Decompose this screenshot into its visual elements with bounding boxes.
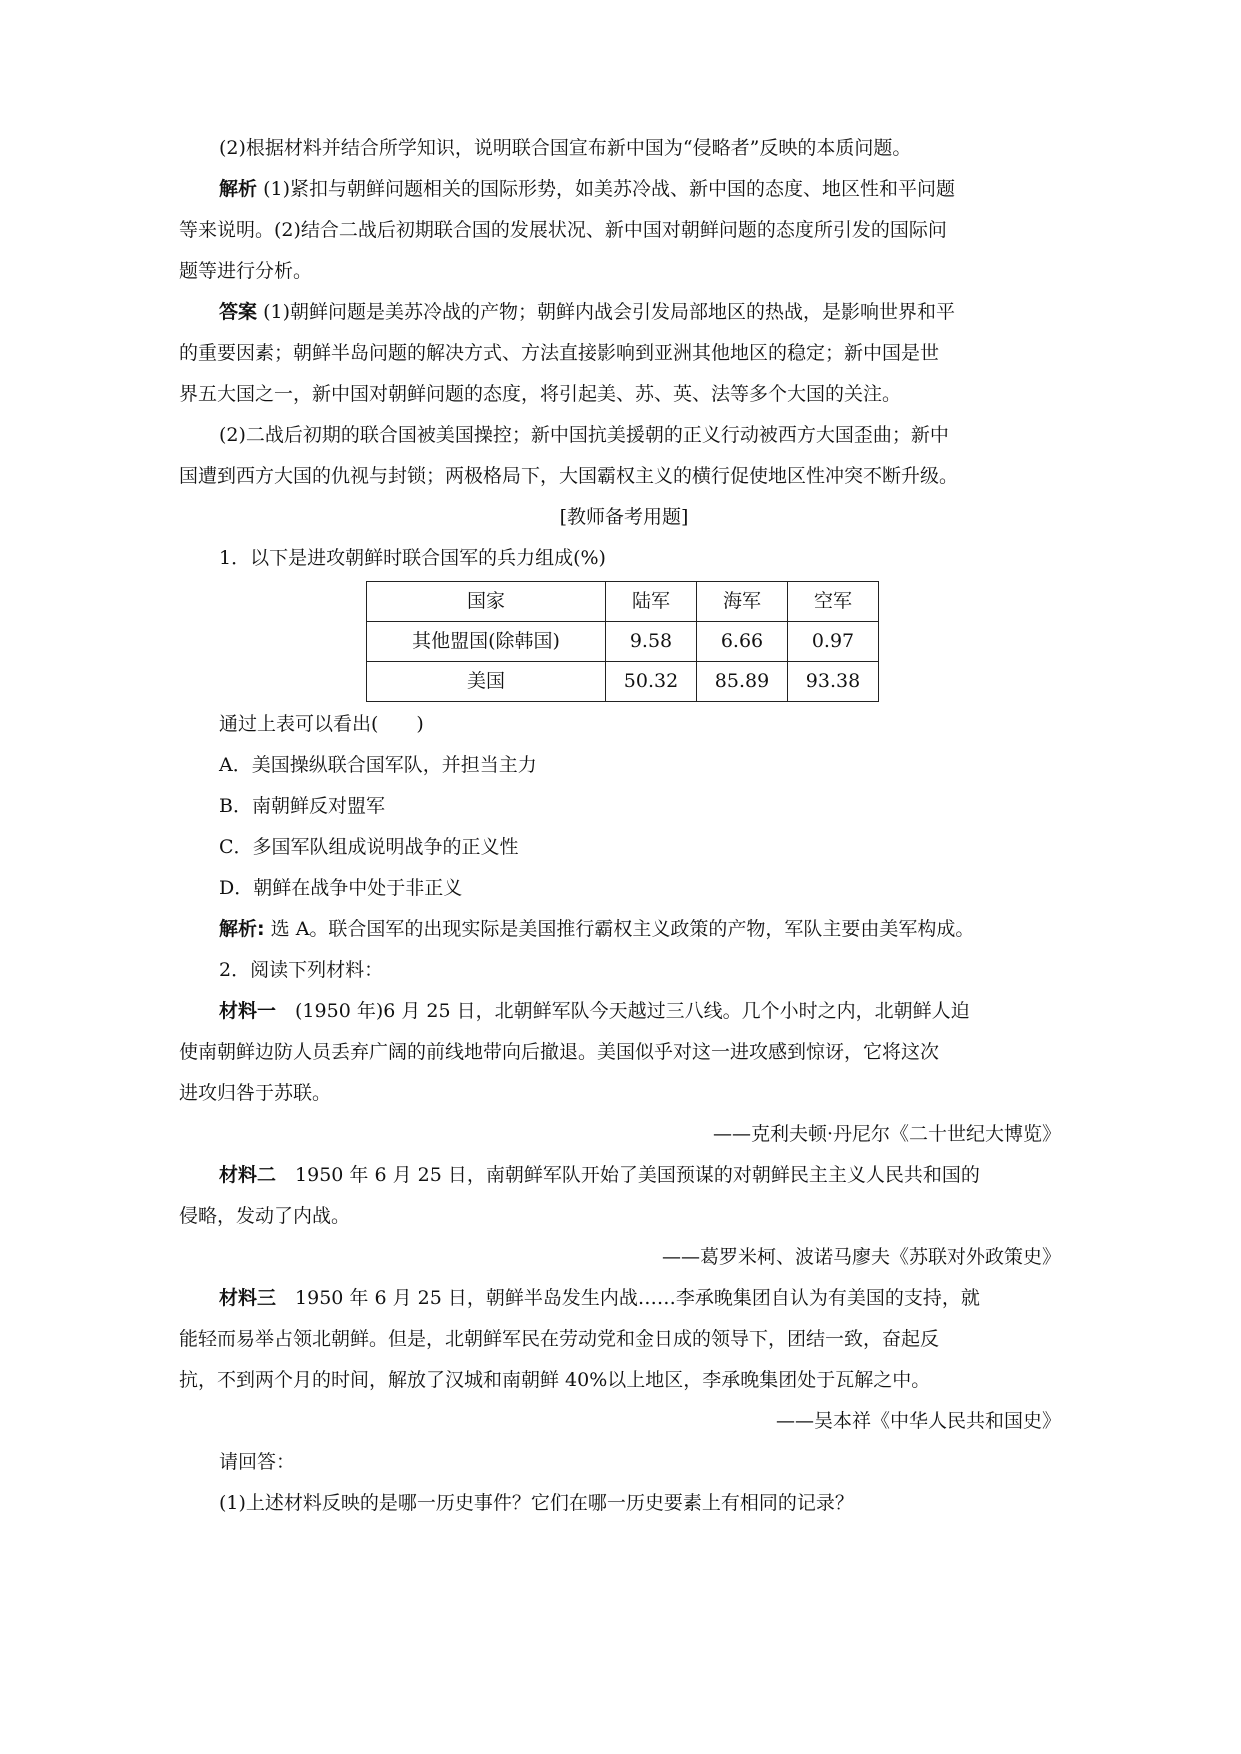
option-b: B．南朝鲜反对盟军	[219, 795, 385, 817]
material-2-label: 材料二	[219, 1164, 277, 1186]
q1-analysis	[179, 909, 1069, 950]
table-cell: 9.58	[606, 622, 697, 662]
troop-composition-table	[366, 581, 879, 702]
section-title: [教师备考用题]	[559, 506, 689, 528]
analysis-label: 解析	[219, 178, 258, 200]
answer-line-3: 界五大国之一，新中国对朝鲜问题的态度，将引起美、苏、英、法等多个大国的关注。	[179, 383, 902, 405]
q2-prompt: 请回答：	[219, 1451, 296, 1473]
material-3-label: 材料三	[219, 1287, 277, 1309]
material-2-line-2: 侵略，发动了内战。	[179, 1205, 351, 1227]
answer-2-line-2: 国遭到西方大国的仇视与封锁；两极格局下，大国霸权主义的横行促使地区性冲突不断升级。	[179, 465, 959, 487]
q1-analysis-text: 选 A。联合国军的出现实际是美国推行霸权主义政策的产物，军队主要由美军构成。	[264, 918, 975, 940]
table-cell: 93.38	[788, 662, 879, 702]
table-row	[367, 662, 879, 702]
material-3-line-2: 能轻而易举占领北朝鲜。但是，北朝鲜军民在劳动党和金日成的领导下，团结一致，奋起反	[179, 1328, 940, 1350]
table-header-cell: 国家	[367, 582, 606, 622]
analysis-line-2: 等来说明。(2)结合二战后初期联合国的发展状况、新中国对朝鲜问题的态度所引发的国际问	[179, 219, 947, 241]
material-1-line-1: (1950 年)6 月 25 日，北朝鲜军队今天越过三八线。几个小时之内，北朝鲜人迫	[276, 1000, 970, 1022]
material-2-line-1: 1950 年 6 月 25 日，南朝鲜军队开始了美国预谋的对朝鲜民主主义人民共和国的	[276, 1164, 980, 1186]
material-1-source: ——克利夫顿·丹尼尔《二十世纪大博览》	[712, 1123, 1061, 1145]
table-cell: 美国	[367, 662, 606, 702]
table-cell: 6.66	[697, 622, 788, 662]
table-row	[367, 622, 879, 662]
material-3	[179, 1278, 1069, 1319]
analysis-line-3: 题等进行分析。	[179, 260, 313, 282]
table-cell: 85.89	[697, 662, 788, 702]
material-1-label: 材料一	[219, 1000, 277, 1022]
q2-stem: 2．阅读下列材料：	[219, 959, 384, 981]
q1-prompt: 通过上表可以看出( )	[219, 713, 424, 735]
answer-line-2: 的重要因素；朝鲜半岛问题的解决方式、方法直接影响到亚洲其他地区的稳定；新中国是世	[179, 342, 940, 364]
table-cell: 0.97	[788, 622, 879, 662]
material-2	[179, 1155, 1069, 1196]
table-header-cell: 陆军	[606, 582, 697, 622]
material-1	[179, 991, 1069, 1032]
option-c: C．多国军队组成说明战争的正义性	[219, 836, 519, 858]
option-d: D．朝鲜在战争中处于非正义	[219, 877, 463, 899]
answer-line-1: (1)朝鲜问题是美苏冷战的产物；朝鲜内战会引发局部地区的热战，是影响世界和平	[263, 301, 955, 323]
table-header-cell: 空军	[788, 582, 879, 622]
question-2-part-2: (2)根据材料并结合所学知识，说明联合国宣布新中国为“侵略者”反映的本质问题。	[219, 137, 912, 159]
table-header-cell: 海军	[697, 582, 788, 622]
answer-label: 答案	[219, 301, 258, 323]
material-3-line-1: 1950 年 6 月 25 日，朝鲜半岛发生内战……李承晚集团自认为有美国的支持，就	[276, 1287, 980, 1309]
table-cell: 其他盟国(除韩国)	[367, 622, 606, 662]
document-page	[179, 128, 1069, 1524]
material-1-line-2: 使南朝鲜边防人员丢弃广阔的前线地带向后撤退。美国似乎对这一进攻感到惊讶，它将这次	[179, 1041, 940, 1063]
option-a: A．美国操纵联合国军队，并担当主力	[219, 754, 537, 776]
q1-stem: 1．以下是进攻朝鲜时联合国军的兵力组成(%)	[219, 547, 606, 569]
answer-paragraph	[179, 292, 1069, 333]
analysis-paragraph	[179, 169, 1069, 210]
table-cell: 50.32	[606, 662, 697, 702]
material-3-source: ——吴本祥《中华人民共和国史》	[775, 1410, 1061, 1432]
material-2-source: ——葛罗米柯、波诺马廖夫《苏联对外政策史》	[661, 1246, 1061, 1268]
table-header-row	[367, 582, 879, 622]
material-1-line-3: 进攻归咎于苏联。	[179, 1082, 332, 1104]
analysis-line-1: (1)紧扣与朝鲜问题相关的国际形势，如美苏冷战、新中国的态度、地区性和平问题	[263, 178, 955, 200]
material-3-line-3: 抗，不到两个月的时间，解放了汉城和南朝鲜 40%以上地区，李承晚集团处于瓦解之中。	[179, 1369, 931, 1391]
q1-analysis-label: 解析:	[219, 918, 265, 940]
answer-2-line-1: (2)二战后初期的联合国被美国操控；新中国抗美援朝的正义行动被西方大国歪曲；新中	[219, 424, 949, 446]
q2-sub-question-1: (1)上述材料反映的是哪一历史事件？它们在哪一历史要素上有相同的记录？	[219, 1492, 854, 1514]
